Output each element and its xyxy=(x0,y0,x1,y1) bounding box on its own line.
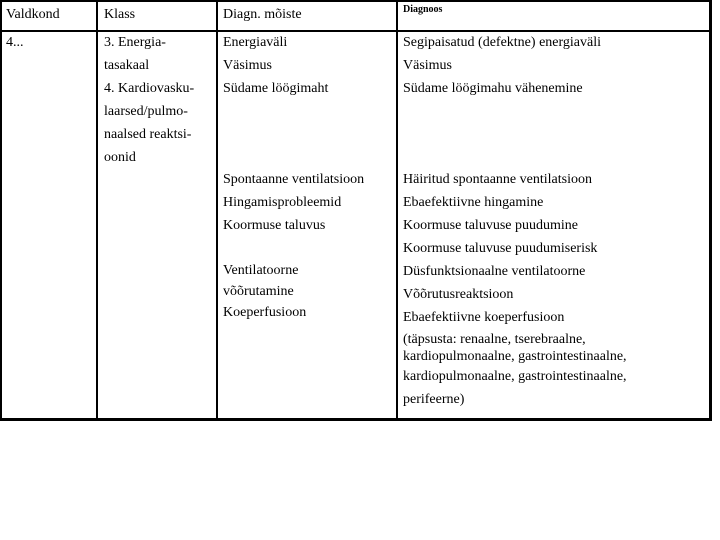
header-klass: Klass xyxy=(104,7,136,22)
diagnosis-group-1 xyxy=(403,31,601,100)
class-line: tasakaal xyxy=(104,58,150,73)
class-line: oonid xyxy=(104,150,136,165)
concept-item: Hingamisprobleemid xyxy=(223,195,342,210)
diagnosis-item: Koormuse taluvuse puudumine xyxy=(403,218,578,233)
diagnosis-item: Häiritud spontaanne ventilatsioon xyxy=(403,172,592,187)
diagnosis-item: kardiopulmonaalne, gastrointestinaalne, xyxy=(403,349,627,364)
class-cell xyxy=(104,31,194,169)
col-divider-2 xyxy=(216,0,218,421)
diagnosis-group-2 xyxy=(403,168,627,411)
diagnosis-item: Võõrutusreaktsioon xyxy=(403,287,514,302)
concept-item: Energiaväli xyxy=(223,35,288,50)
diagnosis-item: Ebaefektiivne hingamine xyxy=(403,195,544,210)
class-line: 3. Energia- xyxy=(104,35,166,50)
col-divider-1 xyxy=(96,0,98,421)
concept-item: Spontaanne ventilatsioon xyxy=(223,172,365,187)
concept-group-3 xyxy=(223,260,306,323)
header-diagnoos: Diagnoos xyxy=(403,4,443,15)
concept-item: Koormuse taluvus xyxy=(223,218,326,233)
table-bottom-border xyxy=(0,418,712,421)
diagnosis-item: perifeerne) xyxy=(403,392,465,407)
concept-item: Ventilatoorne xyxy=(223,263,299,278)
diagnosis-item: Väsimus xyxy=(403,58,452,73)
concept-item: Südame löögimaht xyxy=(223,81,329,96)
diagnosis-item: kardiopulmonaalne, gastrointestinaalne, xyxy=(403,369,627,384)
diagnosis-item: Ebaefektiivne koeperfusioon xyxy=(403,310,565,325)
concept-item: võõrutamine xyxy=(223,284,294,299)
col-divider-3 xyxy=(396,0,398,421)
header-valdkond: Valdkond xyxy=(6,7,60,22)
table-right-border xyxy=(709,0,712,421)
header-diagn-moiste: Diagn. mõiste xyxy=(223,7,302,22)
diagnosis-item: Düsfunktsionaalne ventilatoorne xyxy=(403,264,586,279)
class-line: 4. Kardiovasku- xyxy=(104,81,195,96)
diagnosis-item: Segipaisatud (defektne) energiaväli xyxy=(403,35,601,50)
diagnosis-item: Südame löögimahu vähenemine xyxy=(403,81,583,96)
domain-value: 4... xyxy=(6,35,24,50)
concept-item: Koeperfusioon xyxy=(223,305,307,320)
diagnosis-item: Koormuse taluvuse puudumiserisk xyxy=(403,241,598,256)
concept-group-2 xyxy=(223,168,364,237)
table-left-border xyxy=(0,0,2,421)
diagnosis-item: (täpsusta: renaalne, tserebraalne, xyxy=(403,332,586,347)
concept-item: Väsimus xyxy=(223,58,272,73)
class-line: naalsed reaktsi- xyxy=(104,127,192,142)
class-line: laarsed/pulmo- xyxy=(104,104,188,119)
concept-group-1 xyxy=(223,31,328,100)
table-top-border xyxy=(0,0,712,2)
